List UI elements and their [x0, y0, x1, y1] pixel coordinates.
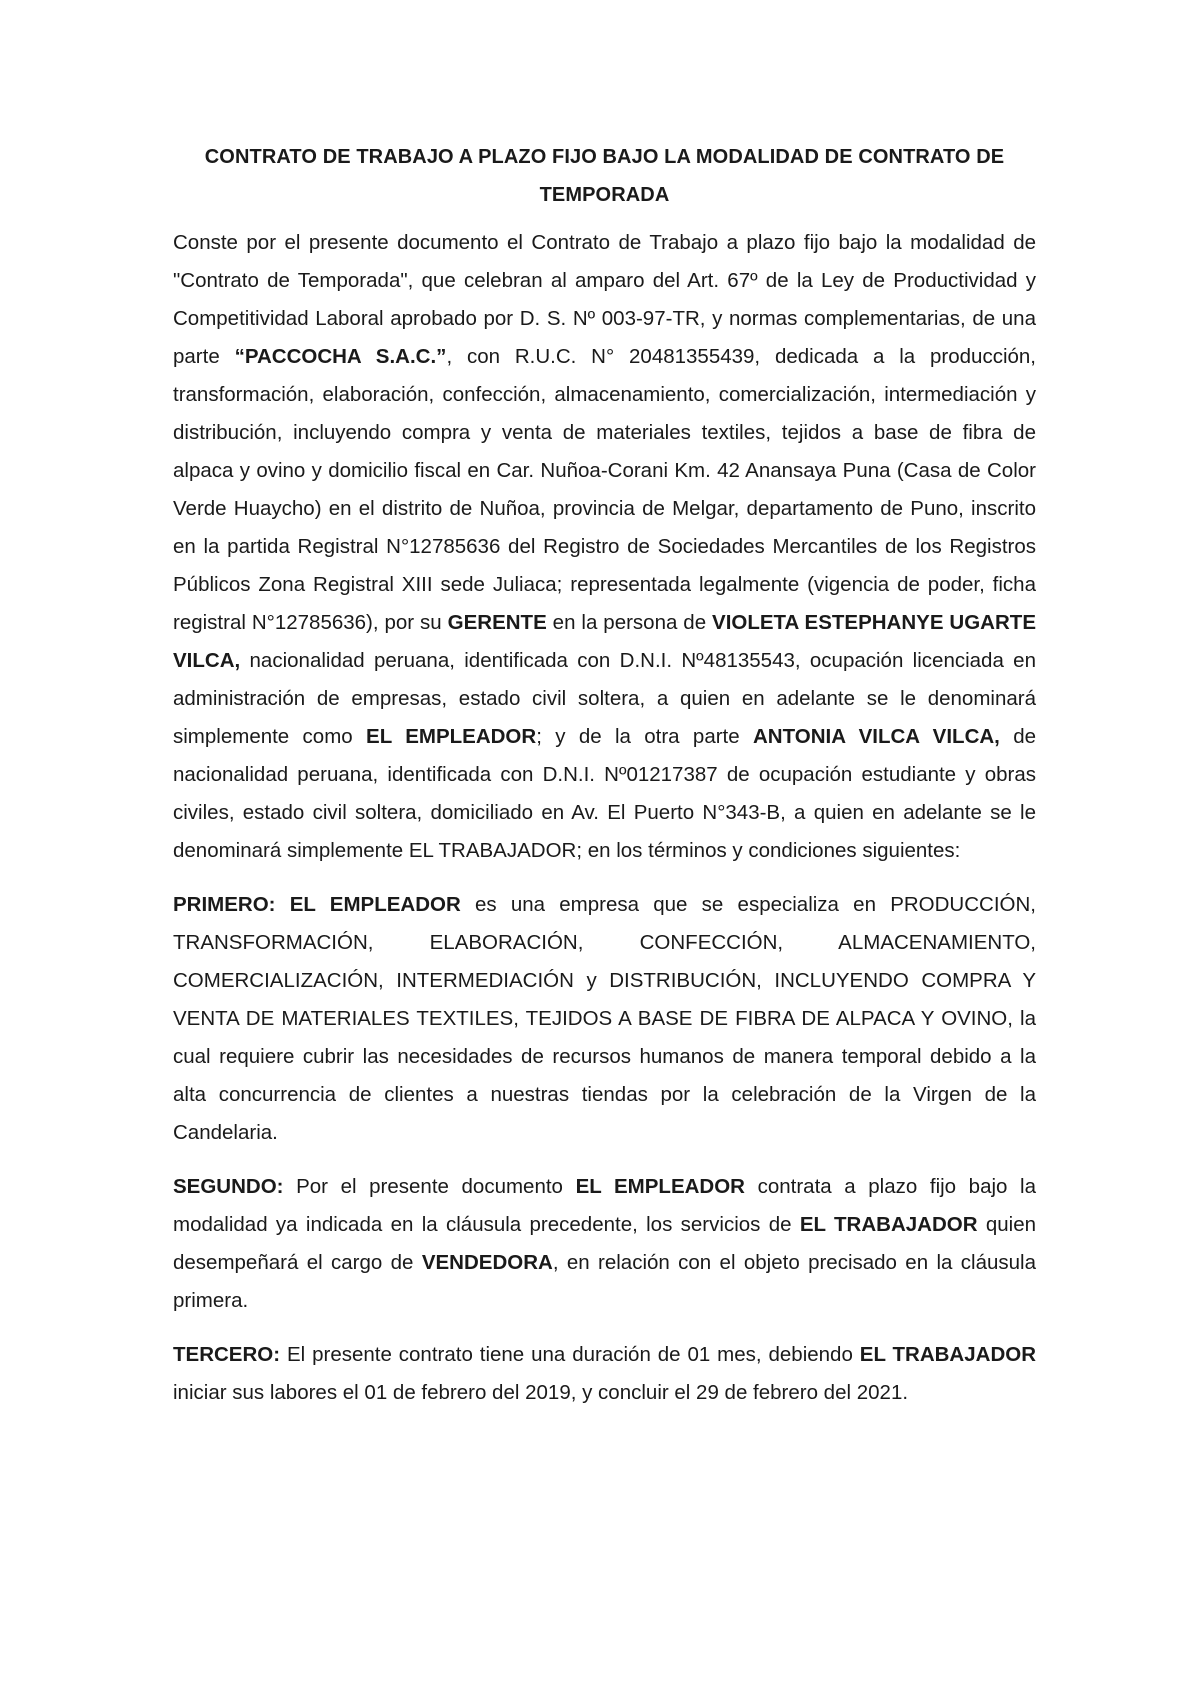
clause-segundo-text-4: , en relación con el objeto precisado en la cláusula primera. [173, 1251, 1036, 1312]
clause-tercero-text-1: El presente contrato tiene una duración de 01 mes, debiendo [280, 1343, 860, 1366]
clause-segundo-text-1: Por el presente documento [283, 1175, 576, 1198]
company-name: “PACCOCHA S.A.C.” [234, 345, 447, 368]
intro-text-2: , con R.U.C. N° 20481355439, dedicada a la producción, transformación, elaboración, confección, almacenamiento, comercialización, intermediación y distribución, incluyendo compra y venta de materiales textiles, tejidos a base de fibra de alpaca y ovino y domicilio fiscal en Car. Nuñoa-Corani Km. 42 Anansaya Puna (Casa de Color Verde Huaycho) en el distrito de Nuñoa, provincia de Melgar, departamento de Puno, inscrito en la partida Registral N°12785636 del Registro de Sociedades Mercantiles de los Registros Públicos Zona Registral XIII sede Juliaca; representada legalmente (vigencia de poder, ficha registral N°12785636), por su [173, 345, 1036, 634]
clause-tercero-worker: EL TRABAJADOR [859, 1343, 1036, 1366]
clause-tercero [173, 1336, 1036, 1412]
intro-paragraph [173, 224, 1036, 870]
intro-text-4: nacionalidad peruana, identificada con D.N.I. Nº48135543, ocupación licenciada en administración de empresas, estado civil soltera, a quien en adelante se le denominará simplemente como [173, 649, 1036, 748]
intro-text-6: de nacionalidad peruana, identificada con D.N.I. Nº01217387 de ocupación estudiante y obras civiles, estado civil soltera, domiciliado en Av. El Puerto N°343-B, a quien en adelante se le denominará simplemente EL TRABAJADOR; en los términos y condiciones siguientes: [173, 725, 1037, 862]
clause-segundo-employer: EL EMPLEADOR [575, 1175, 745, 1198]
document-body [173, 138, 1036, 1428]
clause-tercero-heading: TERCERO: [173, 1343, 281, 1366]
employer-term: EL EMPLEADOR [366, 725, 537, 748]
role-manager: GERENTE [447, 611, 547, 634]
clause-primero [173, 886, 1036, 1152]
intro-text-1: Conste por el presente documento el Contrato de Trabajo a plazo fijo bajo la modalidad de "Contrato de Temporada", que celebran al amparo del Art. 67º de la Ley de Productividad y Competitividad Laboral aprobado por D. S. Nº 003-97-TR, y normas complementarias, de una parte [173, 231, 1036, 368]
clause-segundo-position: VENDEDORA [421, 1251, 553, 1274]
clause-primero-heading: PRIMERO: EL EMPLEADOR [173, 893, 461, 916]
worker-name: ANTONIA VILCA VILCA, [753, 725, 1000, 748]
clause-segundo-heading: SEGUNDO: [173, 1175, 284, 1198]
clause-primero-text: es una empresa que se especializa en PRODUCCIÓN, TRANSFORMACIÓN, ELABORACIÓN, CONFECCIÓN, ALMACENAMIENTO, COMERCIALIZACIÓN, INTERMEDIACIÓN y DISTRIBUCIÓN, INCLUYENDO COMPRA Y VENTA DE MATERIALES TEXTILES, TEJIDOS A BASE DE FIBRA DE ALPACA Y OVINO, la cual requiere cubrir las necesidades de recursos humanos de manera temporal debido a la alta concurrencia de clientes a nuestras tiendas por la celebración de la Virgen de la Candelaria. [173, 893, 1036, 1144]
intro-text-5: ; y de la otra parte [536, 725, 753, 748]
clause-segundo [173, 1168, 1036, 1320]
clause-segundo-text-3: quien desempeñará el cargo de [173, 1213, 1036, 1274]
intro-text-3: en la persona de [546, 611, 713, 634]
clause-segundo-text-2: contrata a plazo fijo bajo la modalidad ya indicada en la cláusula precedente, los servicios de [173, 1175, 1037, 1236]
manager-name: VIOLETA ESTEPHANYE UGARTE VILCA, [173, 611, 1036, 672]
clause-segundo-worker: EL TRABAJADOR [799, 1213, 978, 1236]
clause-tercero-text-2: iniciar sus labores el 01 de febrero del 2019, y concluir el 29 de febrero del 2021. [173, 1381, 909, 1404]
document-title: CONTRATO DE TRABAJO A PLAZO FIJO BAJO LA MODALIDAD DE CONTRATO DE TEMPORADA [204, 146, 1005, 206]
